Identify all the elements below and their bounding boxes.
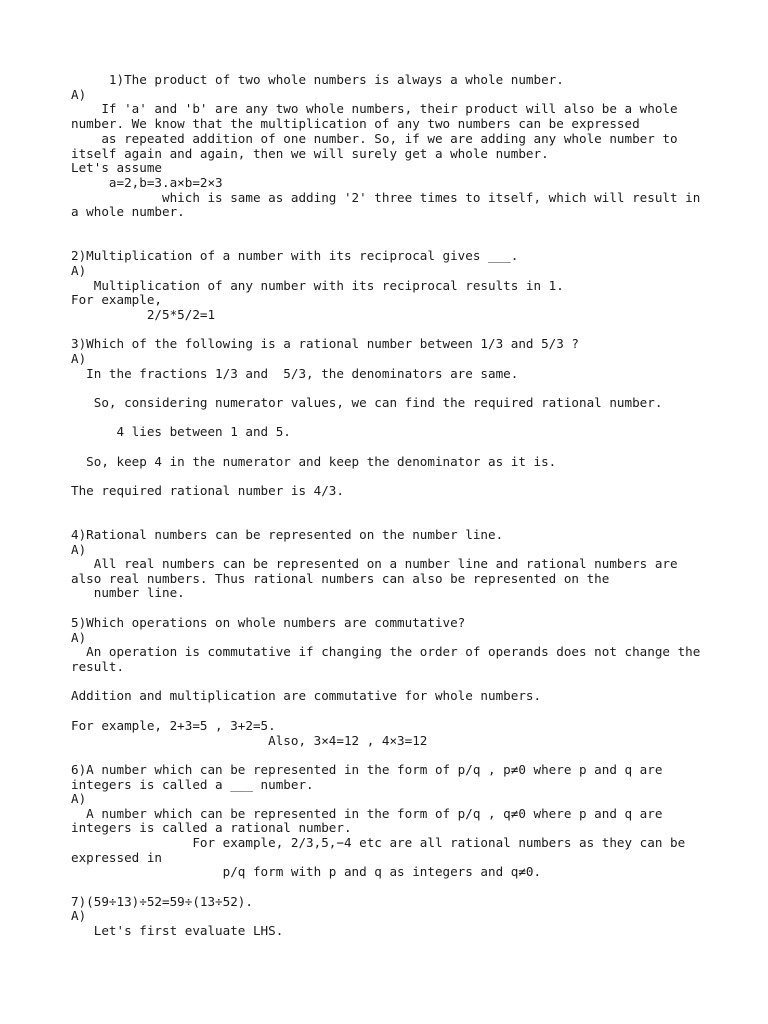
q1-answer-marker: A) <box>71 87 87 102</box>
q6-answer-line: p/q form with p and q as integers and q≠0. <box>71 864 542 879</box>
q6-answer-marker: A) <box>71 791 87 806</box>
q1-answer-line: itself again and again, then we will surely get a whole number. <box>71 146 549 161</box>
q5-answer-line: Addition and multiplication are commutative for whole numbers. <box>71 688 542 703</box>
q7-question: 7)(59÷13)÷52=59÷(13÷52). <box>71 894 253 909</box>
q6-question: 6)A number which can be represented in the form of p/q , p≠0 where p and q are <box>71 762 663 777</box>
q1-answer-line: If 'a' and 'b' are any two whole numbers, their product will also be a whole <box>71 101 678 116</box>
q4-answer-line: All real numbers can be represented on a number line and rational numbers are <box>71 556 678 571</box>
q3-question: 3)Which of the following is a rational number between 1/3 and 5/3 ? <box>71 336 579 351</box>
q3-answer-line: So, keep 4 in the numerator and keep the denominator as it is. <box>71 454 557 469</box>
q3-answer-line: So, considering numerator values, we can find the required rational number. <box>71 395 663 410</box>
q1-answer-line: a whole number. <box>71 204 185 219</box>
q7-answer-line: Let's first evaluate LHS. <box>71 923 284 938</box>
q4-answer-marker: A) <box>71 542 87 557</box>
q5-answer-line: result. <box>71 659 125 674</box>
q7-answer-marker: A) <box>71 908 87 923</box>
q3-answer-line: 4 lies between 1 and 5. <box>71 424 291 439</box>
q1-answer-line: as repeated addition of one number. So, if we are adding any whole number to <box>71 131 678 146</box>
q6-answer-line: expressed in <box>71 850 162 865</box>
q6-answer-line: A number which can be represented in the form of p/q , q≠0 where p and q are <box>71 806 663 821</box>
q1-question: 1)The product of two whole numbers is always a whole number. <box>71 72 564 87</box>
q2-answer-line: 2/5*5/2=1 <box>71 307 216 322</box>
q2-answer-marker: A) <box>71 263 87 278</box>
q3-answer-line: The required rational number is 4/3. <box>71 483 344 498</box>
q1-answer-line: a=2,b=3.a×b=2×3 <box>71 175 223 190</box>
q5-answer-line: Also, 3×4=12 , 4×3=12 <box>71 733 428 748</box>
q1-answer-line: which is same as adding '2' three times to itself, which will result in <box>71 190 701 205</box>
q1-answer-line: number. We know that the multiplication of any two numbers can be expressed <box>71 116 640 131</box>
q3-answer-line: In the fractions 1/3 and 5/3, the denominators are same. <box>71 366 519 381</box>
q4-question: 4)Rational numbers can be represented on the number line. <box>71 527 504 542</box>
q5-answer-marker: A) <box>71 630 87 645</box>
q3-answer-marker: A) <box>71 351 87 366</box>
q5-question: 5)Which operations on whole numbers are commutative? <box>71 615 466 630</box>
q6-answer-line: integers is called a rational number. <box>71 820 352 835</box>
q5-answer-line: For example, 2+3=5 , 3+2=5. <box>71 718 276 733</box>
q2-answer-line: Multiplication of any number with its reciprocal results in 1. <box>71 278 564 293</box>
q1-answer-line: Let's assume <box>71 160 162 175</box>
q2-question: 2)Multiplication of a number with its reciprocal gives ___. <box>71 248 519 263</box>
q5-answer-line: An operation is commutative if changing the order of operands does not change the <box>71 644 701 659</box>
q6-answer-line: For example, 2/3,5,−4 etc are all rational numbers as they can be <box>71 835 686 850</box>
q4-answer-line: also real numbers. Thus rational numbers can also be represented on the <box>71 571 610 586</box>
q6-question: integers is called a ___ number. <box>71 777 314 792</box>
q2-answer-line: For example, <box>71 292 162 307</box>
q4-answer-line: number line. <box>71 585 185 600</box>
